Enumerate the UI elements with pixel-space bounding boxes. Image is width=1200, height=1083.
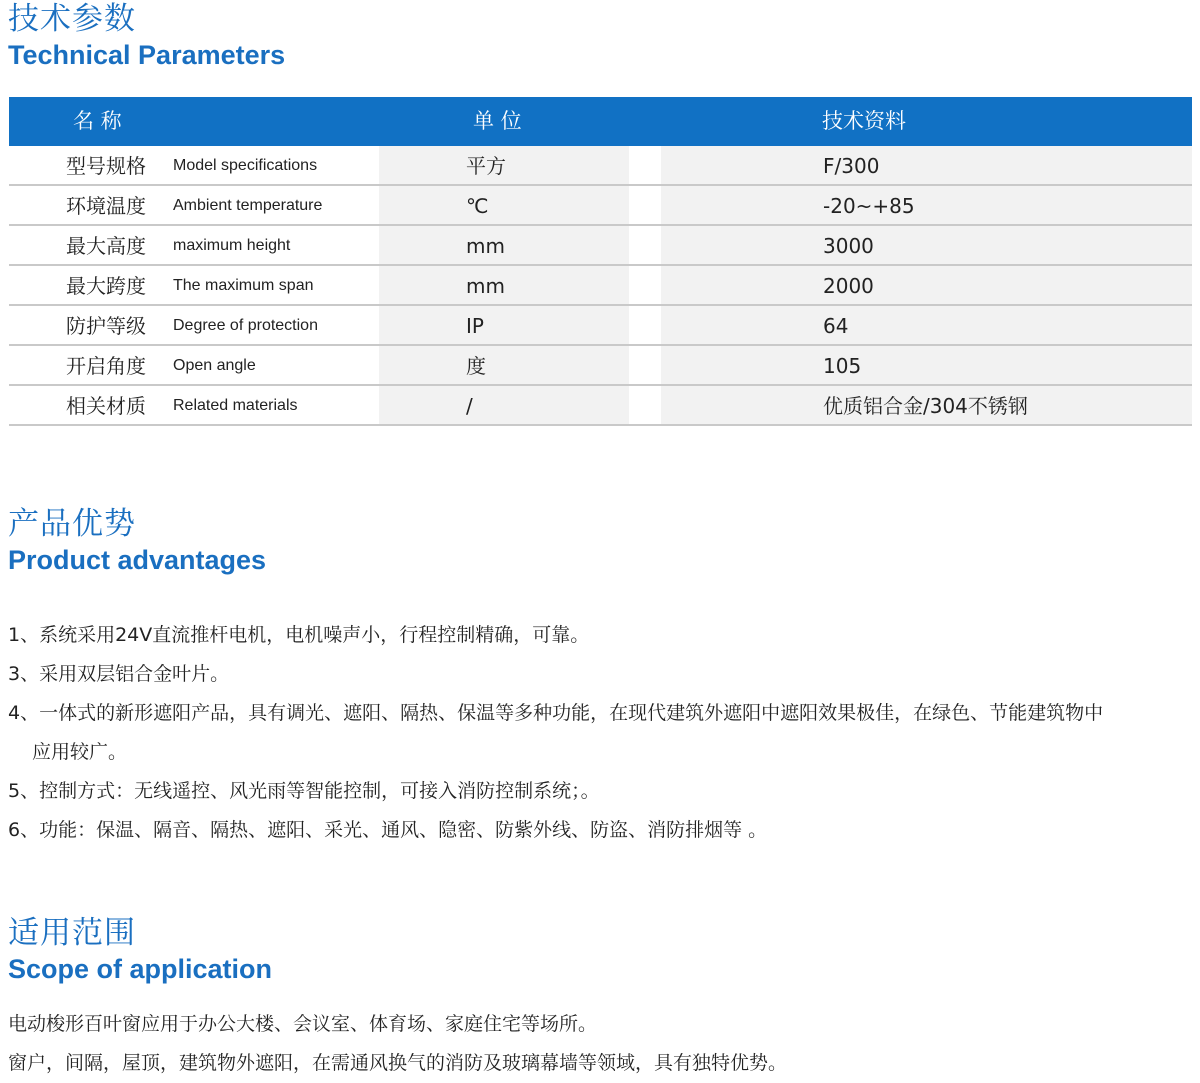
section-title-en: Scope of application — [8, 954, 273, 984]
scope-line: 窗户，间隔，屋顶，建筑物外遮阳，在需通风换气的消防及玻璃幕墙等领域，具有独特优势。 — [8, 1052, 788, 1074]
param-value: F/300 — [823, 154, 880, 178]
section-title-cn: 技术参数 — [8, 1, 136, 37]
scope-of-application-heading — [8, 914, 272, 986]
param-name-en: Degree of protection — [173, 317, 318, 334]
param-name-cn: 相关材质 — [66, 394, 146, 418]
param-name-en: Ambient temperature — [173, 197, 323, 214]
param-name-cn: 开启角度 — [66, 354, 146, 378]
param-value: 64 — [823, 314, 849, 338]
param-name-en: maximum height — [173, 237, 291, 254]
table-header — [9, 97, 1192, 146]
param-value: 优质铝合金/304不锈钢 — [823, 394, 1028, 418]
param-name-cn: 最大高度 — [66, 234, 146, 258]
scope-line: 电动梭形百叶窗应用于办公大楼、会议室、体育场、家庭住宅等场所。 — [8, 1013, 598, 1035]
list-item: 3、采用双层铝合金叶片。 — [8, 663, 230, 685]
param-unit: 平方 — [466, 154, 506, 178]
param-name-cn: 最大跨度 — [66, 274, 146, 298]
technical-parameters-heading — [8, 0, 285, 72]
table-row — [9, 346, 1192, 386]
param-unit: ℃ — [466, 194, 489, 218]
param-value: 105 — [823, 354, 862, 378]
list-item: 4、一体式的新形遮阳产品，具有调光、遮阳、隔热、保温等多种功能，在现代建筑外遮阳中遮阳效果极佳，在绿色、节能建筑物中 — [8, 702, 1104, 724]
param-name-cn: 型号规格 — [66, 154, 146, 178]
param-unit: 度 — [466, 354, 486, 378]
param-name-en: The maximum span — [173, 277, 314, 294]
param-unit: IP — [466, 314, 484, 338]
param-name-en: Related materials — [173, 397, 298, 414]
table-row — [9, 226, 1192, 266]
list-item-continuation: 应用较广。 — [32, 741, 128, 763]
param-value: 2000 — [823, 274, 874, 298]
section-title-cn: 适用范围 — [8, 915, 136, 951]
param-value: -20~+85 — [823, 194, 915, 218]
table-row — [9, 266, 1192, 306]
param-name-cn: 环境温度 — [66, 194, 146, 218]
section-title-en: Product advantages — [8, 545, 267, 575]
param-name-en: Model specifications — [173, 157, 318, 174]
header-unit: 单 位 — [473, 109, 522, 133]
section-title-en: Technical Parameters — [8, 40, 286, 70]
header-name: 名 称 — [73, 109, 122, 133]
param-unit: mm — [466, 274, 505, 298]
header-data: 技术资料 — [822, 109, 906, 133]
advantages-list — [8, 616, 1188, 850]
param-unit: mm — [466, 234, 505, 258]
product-advantages-heading — [8, 505, 266, 577]
parameters-table — [9, 97, 1192, 426]
table-row — [9, 186, 1192, 226]
list-item: 5、控制方式：无线遥控、风光雨等智能控制，可接入消防控制系统；。 — [8, 780, 600, 802]
table-row — [9, 386, 1192, 426]
param-unit: / — [466, 394, 473, 418]
param-name-cn: 防护等级 — [66, 314, 146, 338]
section-title-cn: 产品优势 — [8, 506, 136, 542]
table-row — [9, 146, 1192, 186]
param-name-en: Open angle — [173, 357, 256, 374]
param-value: 3000 — [823, 234, 874, 258]
list-item: 1、系统采用24V直流推杆电机，电机噪声小，行程控制精确，可靠。 — [8, 624, 590, 646]
list-item: 6、功能：保温、隔音、隔热、遮阳、采光、通风、隐密、防紫外线、防盗、消防排烟等 。 — [8, 819, 768, 841]
scope-text — [8, 1005, 787, 1083]
table-row — [9, 306, 1192, 346]
